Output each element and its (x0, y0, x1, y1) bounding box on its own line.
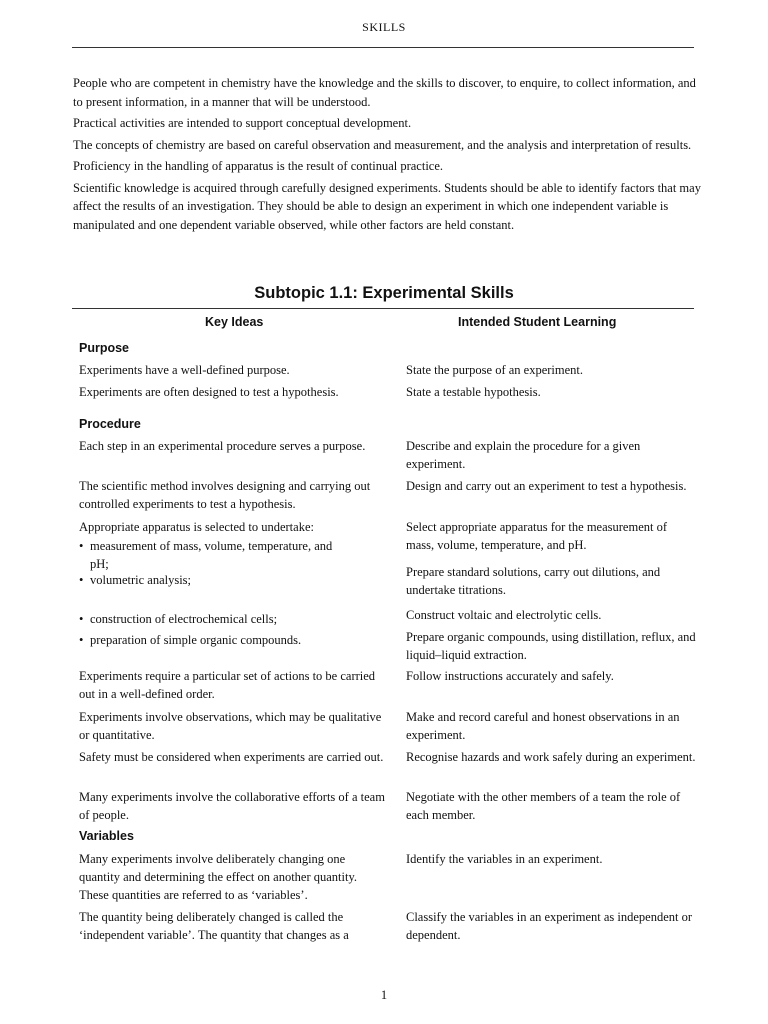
bullet-item (79, 631, 389, 649)
bullet-item (79, 610, 389, 628)
column-header-key-ideas: Key Ideas (205, 315, 264, 329)
bullet-item (79, 537, 389, 573)
intro-paragraph: The concepts of chemistry are based on careful observation and measurement, and the analysis and interpretation of results. (73, 137, 692, 152)
bullet-glyph: • (79, 612, 84, 626)
key-idea-cell: Each step in an experimental procedure serves a purpose. (79, 439, 366, 453)
table-rule (72, 308, 694, 309)
learning-cell: Negotiate with the other members of a team the role of each member. (406, 790, 681, 822)
bullet-glyph: • (79, 633, 84, 647)
learning-cell: State a testable hypothesis. (406, 385, 541, 399)
learning-cell: Recognise hazards and work safely during an experiment. (406, 750, 696, 764)
learning-cell: Make and record careful and honest observations in an experiment. (406, 710, 680, 742)
key-idea-cell: Safety must be considered when experiments are carried out. (79, 750, 384, 764)
learning-cell: Identify the variables in an experiment. (406, 852, 603, 866)
learning-cell: Construct voltaic and electrolytic cells. (406, 608, 602, 622)
section-heading-purpose: Purpose (79, 341, 130, 355)
learning-cell: Classify the variables in an experiment as independent or dependent. (406, 910, 693, 942)
key-idea-cell: Experiments are often designed to test a hypothesis. (79, 385, 339, 399)
subtopic-title: Subtopic 1.1: Experimental Skills (254, 284, 514, 302)
page-number: 1 (380, 988, 388, 1002)
bullet-text: measurement of mass, volume, temperature, and pH; (90, 539, 333, 571)
intro-paragraph: People who are competent in chemistry have the knowledge and the skills to discover, to enquire, to collect information, and to present information, in a manner that will be understood. (73, 76, 696, 109)
bullet-text: volumetric analysis; (90, 573, 192, 587)
header-rule (72, 47, 694, 48)
bullet-text: preparation of simple organic compounds. (90, 633, 302, 647)
key-idea-cell: The quantity being deliberately changed is called the ‘independent variable’. The quantity that changes as a (79, 910, 349, 942)
bullet-text: construction of electrochemical cells; (90, 612, 278, 626)
bullet-item (79, 571, 389, 589)
key-idea-cell: Many experiments involve the collaborative efforts of a team of people. (79, 790, 385, 822)
intro-paragraph: Scientific knowledge is acquired through carefully designed experiments. Students should be able to identify factors that may affect the results of an investigation. They should be able to design an experiment in which one independent variable is manipulated and one dependent variable observed, while other factors are held constant. (73, 180, 701, 232)
key-idea-cell: Many experiments involve deliberately changing one quantity and determining the effect on another quantity. These quantities are referred to as ‘variables’. (79, 852, 358, 902)
key-idea-cell: Experiments involve observations, which may be qualitative or quantitative. (79, 710, 382, 742)
key-idea-cell: Appropriate apparatus is selected to undertake: (79, 520, 314, 534)
learning-cell: State the purpose of an experiment. (406, 363, 584, 377)
bullet-glyph: • (79, 573, 84, 587)
key-idea-cell: The scientific method involves designing and carrying out controlled experiments to test a hypothesis. (79, 479, 371, 511)
learning-cell: Prepare standard solutions, carry out dilutions, and undertake titrations. (406, 565, 661, 597)
section-heading-procedure: Procedure (79, 417, 141, 431)
learning-cell: Design and carry out an experiment to test a hypothesis. (406, 479, 687, 493)
column-header-intended-learning: Intended Student Learning (458, 315, 617, 329)
intro-paragraph: Practical activities are intended to support conceptual development. (73, 116, 412, 130)
learning-cell: Prepare organic compounds, using distillation, reflux, and liquid–liquid extraction. (406, 630, 696, 662)
learning-cell: Select appropriate apparatus for the measurement of mass, volume, temperature, and pH. (406, 520, 667, 552)
running-header: SKILLS (362, 20, 406, 34)
intro-section (73, 74, 703, 237)
intro-paragraph: Proficiency in the handling of apparatus is the result of continual practice. (73, 159, 444, 173)
key-idea-cell: Experiments have a well-defined purpose. (79, 363, 290, 377)
bullet-glyph: • (79, 539, 84, 553)
learning-cell: Follow instructions accurately and safely. (406, 669, 614, 683)
learning-cell: Describe and explain the procedure for a given experiment. (406, 439, 641, 471)
section-heading-variables: Variables (79, 829, 134, 843)
key-idea-cell: Experiments require a particular set of actions to be carried out in a well-defined order. (79, 669, 376, 701)
